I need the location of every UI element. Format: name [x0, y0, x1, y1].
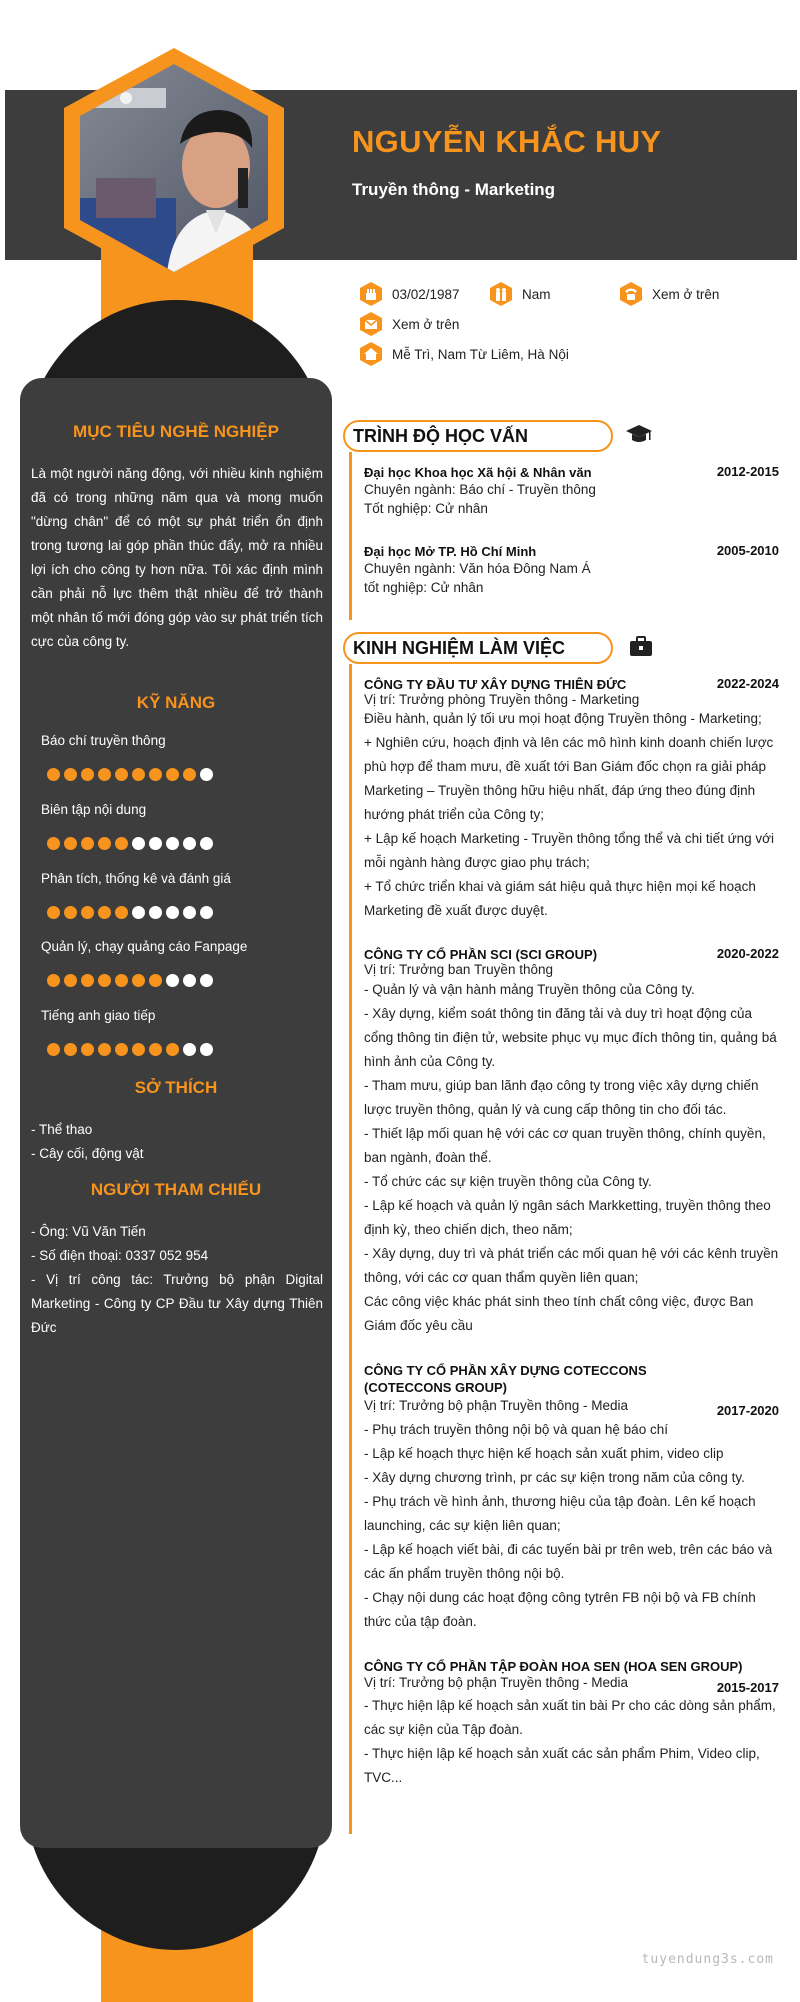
skill-dot-empty: [132, 906, 145, 919]
job-duty-line: - Thực hiện lập kế hoạch sản xuất tin bài Pr cho các dòng sản phẩm, các sự kiện của Tập đoàn.: [364, 1698, 776, 1737]
job-duty-line: - Chạy nội dung các hoạt động công tytrên FB nội bộ và FB chính thức của tập đoàn.: [364, 1590, 756, 1629]
skill-dot-empty: [183, 974, 196, 987]
watermark: tuyendung3s.com: [641, 1952, 774, 1967]
skill-dot-filled: [64, 1043, 77, 1056]
skill-dot-empty: [200, 974, 213, 987]
skill-dot-filled: [132, 1043, 145, 1056]
experience-heading: KINH NGHIỆM LÀM VIỆC: [343, 632, 613, 664]
gender-value: Nam: [522, 286, 551, 302]
birthday-row: [360, 282, 460, 306]
home-icon: [360, 342, 382, 366]
skill-dot-filled: [166, 768, 179, 781]
job-duty-line: - Xây dựng, duy trì và phát triển các mối quan hệ với các kênh truyền thông, với các cơ quan thẩm quyền liên quan;: [364, 1246, 779, 1285]
job-period: 2022-2024: [716, 676, 779, 691]
briefcase-icon: [628, 634, 654, 660]
job-duty-line: - Xây dựng chương trình, pr các sự kiện trong năm của công ty.: [364, 1470, 745, 1485]
skill-label: Tiếng anh giao tiếp: [41, 1008, 156, 1023]
phone-value: Xem ở trên: [652, 286, 720, 302]
skill-dot-filled: [98, 837, 111, 850]
job-period: 2017-2020: [716, 1403, 779, 1418]
job-description: [364, 707, 779, 923]
reference-heading: NGƯỜI THAM CHIẾU: [90, 1180, 262, 1199]
skill-dot-filled: [64, 906, 77, 919]
skill-dot-filled: [149, 768, 162, 781]
skill-dot-filled: [64, 768, 77, 781]
job-duty-line: Các công việc khác phát sinh theo tính chất công việc, được Ban Giám đốc yêu cầu: [364, 1294, 754, 1333]
avatar-photo: [56, 48, 292, 288]
job-period: 2015-2017: [716, 1680, 779, 1695]
job-position: Vị trí: Trưởng bộ phận Truyền thông - Media: [364, 1398, 629, 1413]
skill-dot-empty: [200, 906, 213, 919]
job-duty-line: - Phụ trách về hình ảnh, thương hiệu của tập đoàn. Lên kế hoạch launching, các sự kiện liên quan;: [364, 1494, 756, 1533]
skill-dot-filled: [183, 768, 196, 781]
skill-dot-empty: [200, 1043, 213, 1056]
hobby-item: - Cây cối, động vật: [31, 1146, 144, 1161]
job-description: [364, 1418, 779, 1634]
education-period: 2012-2015: [716, 464, 779, 479]
skill-dot-empty: [183, 837, 196, 850]
job-duty-line: - Lập kế hoạch thực hiện kế hoạch sản xuất phim, video clip: [364, 1446, 724, 1461]
education-degree: tốt nghiệp: Cử nhân: [364, 580, 484, 595]
education-school: Đại học Mở TP. Hồ Chí Minh: [364, 544, 537, 559]
skill-dot-empty: [166, 837, 179, 850]
skill-dot-filled: [115, 906, 128, 919]
gender-row: [490, 282, 551, 306]
job-duty-line: - Thực hiện lập kế hoạch sản xuất các sản phẩm Phim, Video clip, TVC...: [364, 1746, 760, 1785]
skill-label: Biên tập nội dung: [41, 802, 147, 817]
skill-dot-empty: [183, 906, 196, 919]
skill-dot-filled: [64, 837, 77, 850]
objective-heading: MỤC TIÊU NGHỀ NGHIỆP: [73, 422, 279, 441]
job-duty-line: + Nghiên cứu, hoạch định và lên các mô hình kinh doanh chiến lược phù hợp để tham mưu, đề xuất tới Ban Giám đốc chọn ra giải pháp Marketing – Truyền thông hữu hiệu nhất, đáp ứng theo đúng định hướng phát triển của Công ty;: [364, 735, 774, 822]
job-duty-line: + Lập kế hoạch Marketing - Truyền thông tổng thể và chi tiết ứng với mỗi ngành hàng được giao phụ trách;: [364, 831, 775, 870]
skill-dot-empty: [166, 906, 179, 919]
cake-icon: [360, 282, 382, 306]
skill-dot-filled: [81, 906, 94, 919]
education-major: Chuyên ngành: Báo chí - Truyền thông: [364, 482, 596, 497]
skill-dot-empty: [183, 1043, 196, 1056]
skill-dot-empty: [132, 837, 145, 850]
education-heading: TRÌNH ĐỘ HỌC VẤN: [343, 420, 613, 452]
phone-row: [620, 282, 719, 306]
address-row: [360, 342, 569, 366]
skill-dot-filled: [115, 768, 128, 781]
skill-label: Phân tích, thống kê và đánh giá: [41, 871, 231, 886]
job-position: Vị trí: Trưởng phòng Truyền thông - Marketing: [364, 692, 640, 707]
address-value: Mễ Trì, Nam Từ Liêm, Hà Nội: [392, 346, 569, 362]
reference-name: - Ông: Vũ Văn Tiến: [31, 1224, 146, 1239]
skill-dot-filled: [64, 974, 77, 987]
skill-dot-filled: [132, 768, 145, 781]
graduation-cap-icon: [626, 422, 652, 448]
skill-dot-filled: [47, 1043, 60, 1056]
education-degree: Tốt nghiệp: Cử nhân: [364, 501, 488, 516]
skill-dot-filled: [47, 768, 60, 781]
skill-dot-filled: [149, 1043, 162, 1056]
job-description: [364, 1694, 779, 1790]
hobby-item: - Thể thao: [31, 1122, 93, 1137]
job-position: Vị trí: Trưởng ban Truyền thông: [364, 962, 553, 977]
skill-dot-empty: [149, 906, 162, 919]
skill-dot-filled: [98, 768, 111, 781]
skill-label: Quản lý, chạy quảng cáo Fanpage: [41, 939, 248, 954]
skills-heading: KỸ NĂNG: [136, 693, 216, 712]
skill-dot-filled: [98, 1043, 111, 1056]
skill-dot-filled: [166, 1043, 179, 1056]
candidate-title: Truyền thông - Marketing: [352, 180, 556, 199]
skill-dot-empty: [166, 974, 179, 987]
education-period: 2005-2010: [716, 543, 779, 558]
skill-label: Báo chí truyền thông: [41, 733, 166, 748]
job-company: CÔNG TY CỔ PHẦN TẬP ĐOÀN HOA SEN (HOA SEN GROUP): [364, 1659, 743, 1674]
job-position: Vị trí: Trưởng bộ phận Truyền thông - Media: [364, 1675, 629, 1690]
job-duty-line: - Phụ trách truyền thông nội bộ và quan hệ báo chí: [364, 1422, 668, 1437]
education-timeline: [349, 452, 352, 620]
skill-dot-filled: [132, 974, 145, 987]
job-description: [364, 978, 779, 1338]
job-period: 2020-2022: [716, 946, 779, 961]
skill-dot-filled: [115, 837, 128, 850]
email-row: [360, 312, 459, 336]
job-duty-line: Điều hành, quản lý tối ưu mọi hoạt động Truyền thông - Marketing;: [364, 711, 762, 726]
skill-dot-filled: [115, 1043, 128, 1056]
skill-dot-filled: [47, 906, 60, 919]
skill-dot-filled: [47, 974, 60, 987]
gender-icon: [490, 282, 512, 306]
skill-dot-filled: [98, 974, 111, 987]
skill-dot-filled: [81, 1043, 94, 1056]
education-school: Đại học Khoa học Xã hội & Nhân văn: [364, 465, 592, 480]
candidate-name: NGUYỄN KHẮC HUY: [352, 124, 662, 159]
skill-dot-empty: [149, 837, 162, 850]
phone-icon: [620, 282, 642, 306]
skill-dot-filled: [81, 974, 94, 987]
job-duty-line: - Lập kế hoạch viết bài, đi các tuyến bài pr trên web, trên các báo và các ấn phẩm truyền thông nội bộ.: [364, 1542, 773, 1581]
experience-timeline: [349, 664, 352, 1834]
job-duty-line: - Lập kế hoạch và quản lý ngân sách Markketting, truyền thông theo định kỳ, theo chiến dịch, theo năm;: [364, 1198, 771, 1237]
skill-dot-filled: [149, 974, 162, 987]
skill-dot-filled: [81, 768, 94, 781]
email-value: Xem ở trên: [392, 316, 460, 332]
hobbies-heading: SỞ THÍCH: [134, 1078, 218, 1097]
job-duty-line: - Xây dựng, kiểm soát thông tin đăng tải và duy trì hoạt động của cổng thông tin điện tử, website phục vụ mục đích thông tin, quảng bá hình ảnh của Công ty.: [364, 1006, 777, 1069]
job-company: CÔNG TY CỔ PHẦN XÂY DỰNG COTECCONS (COTECCONS GROUP): [364, 1363, 647, 1395]
skill-dot-filled: [98, 906, 111, 919]
job-duty-line: - Tổ chức các sự kiện truyền thông của Công ty.: [364, 1174, 652, 1189]
skill-dot-empty: [200, 837, 213, 850]
job-duty-line: + Tổ chức triển khai và giám sát hiệu quả thực hiện mọi kế hoạch Marketing đề xuất được duyệt.: [364, 879, 756, 918]
education-major: Chuyên ngành: Văn hóa Đông Nam Á: [364, 561, 591, 576]
job-duty-line: - Tham mưu, giúp ban lãnh đạo công ty trong việc xây dựng chiến lược truyền thông, quản lý và cung cấp thông tin cho đối tác.: [364, 1078, 759, 1117]
job-duty-line: - Quản lý và vận hành mảng Truyền thông của Công ty.: [364, 982, 695, 997]
mail-icon: [360, 312, 382, 336]
skill-dot-filled: [115, 974, 128, 987]
objective-text: Là một người năng động, với nhiều kinh nghiệm đã có trong những năm qua và mong muốn "dừng chân" để có một sự phát triển ổn định trong tương lai góp phần thúc đẩy, mở ra nhiều lợi ích cho công ty hơn nữa. Tôi xác định mình cần phải nỗ lực thêm thật nhiều để trở thành một nhân tố mới đóng góp vào sự phát triển tích cực của công ty.: [31, 466, 323, 649]
skill-dot-filled: [81, 837, 94, 850]
reference-position: - Vị trí công tác: Trưởng bộ phận Digital Marketing - Công ty CP Đầu tư Xây dựng Thiên Đức: [31, 1272, 323, 1335]
job-duty-line: - Thiết lập mối quan hệ với các cơ quan truyền thông, chính quyền, ban ngành, đoàn thể.: [364, 1126, 766, 1165]
avatar: [56, 48, 292, 288]
job-company: CÔNG TY CỔ PHẦN SCI (SCI GROUP): [364, 947, 598, 962]
job-company: CÔNG TY ĐẦU TƯ XÂY DỰNG THIÊN ĐỨC: [364, 677, 627, 692]
reference-phone: - Số điện thoại: 0337 052 954: [31, 1248, 209, 1263]
birthday-value: 03/02/1987: [392, 286, 460, 302]
skill-dot-filled: [47, 837, 60, 850]
skill-dot-empty: [200, 768, 213, 781]
